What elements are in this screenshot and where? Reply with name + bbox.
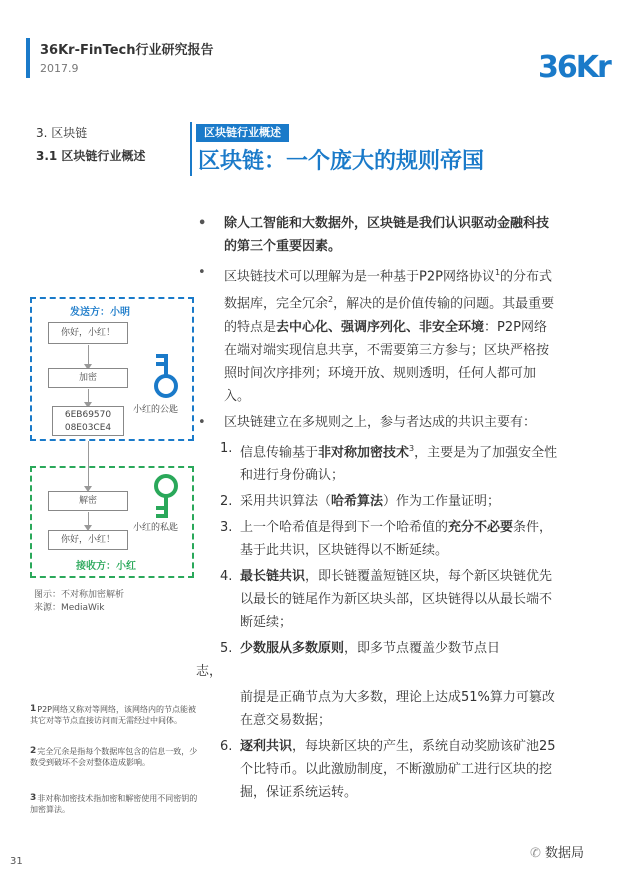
- caption-title: 图示：不对称加密解析: [34, 590, 125, 600]
- item-number: 1.: [220, 440, 233, 456]
- report-date: 2017.9: [40, 62, 79, 75]
- item-bold: 最长链共识: [240, 568, 306, 584]
- bullet-2: [198, 261, 558, 408]
- item-bold: 少数服从多数原则: [240, 640, 345, 656]
- item-bold: 哈希算法: [331, 493, 384, 509]
- encrypt-node: 加密: [48, 368, 128, 388]
- ciphertext-node: [52, 406, 124, 436]
- watermark-text: 数据局: [545, 846, 585, 861]
- main-text: [198, 212, 558, 804]
- public-key-label: 小红的公匙: [133, 405, 179, 415]
- bullet-2-text-a: 区块链技术可以理解为是一种基于P2P网络协议: [224, 269, 495, 285]
- receiver-label: 接收方：小红: [76, 561, 136, 572]
- bullet-2-text-b: 的分布式数据库，完全冗余: [224, 269, 553, 312]
- chapter-label: 3. 区块链: [36, 126, 88, 140]
- footnote-ref-1: 1: [494, 268, 501, 277]
- bullet-2-bold: 去中心化、强调序列化、非安全环境: [276, 319, 485, 335]
- page-headline: 区块链：一个庞大的规则帝国: [198, 149, 485, 174]
- item-text: ，即长链覆盖短链区块，每个新区块链优先以最长的链尾作为新区块头部，区块链得以从最长端不断延续；: [240, 568, 553, 630]
- item-number: 4.: [220, 568, 233, 584]
- footnote-ref-2: 2: [328, 295, 334, 305]
- bullet-2-text-d: ：P2P网络在端对端实现信息共享，不需要第三方参与；区块严格按照时间次序排列；环境开放、规则透明，任何人都可加入。: [224, 319, 550, 404]
- item-number: 2.: [220, 493, 233, 509]
- dangling-char: 志，: [196, 663, 223, 679]
- item-bold: 充分不必要: [448, 519, 514, 535]
- item-text: 采用共识算法（: [240, 493, 332, 509]
- item-bold: 非对称加密技术: [318, 444, 410, 460]
- arrow-down: [88, 389, 89, 403]
- item-text: 信息传输基于: [240, 444, 319, 460]
- decrypt-node: 解密: [48, 491, 128, 511]
- private-key-label: 小红的私匙: [133, 523, 179, 533]
- item-text: ，主要是为了加强安全性和进行身份确认；: [240, 444, 558, 483]
- section-divider: [190, 122, 192, 176]
- public-key-icon: [148, 350, 184, 400]
- footnote-ref-3: 3: [409, 443, 415, 453]
- footnote-3: [30, 793, 200, 815]
- footnote-1: [30, 704, 200, 726]
- report-title: 36Kr-FinTech行业研究报告: [40, 43, 214, 58]
- consensus-item-2: [198, 490, 558, 513]
- item-text: ）作为工作量证明；: [383, 493, 501, 509]
- watermark: [530, 842, 584, 861]
- item-bold: 逐利共识: [240, 738, 293, 754]
- sender-label: 发送方：小明: [70, 307, 130, 318]
- ciphertext-line-2: 08E03CE4: [64, 423, 112, 433]
- private-key-icon: [148, 472, 184, 522]
- consensus-item-3: [198, 516, 558, 562]
- brand-logo: 36Kr: [538, 50, 610, 85]
- message-decrypted-node: 你好，小红！: [48, 530, 128, 550]
- consensus-item-1: [198, 437, 558, 487]
- caption-source: 来源：MediaWik: [34, 603, 105, 613]
- item-number: 6.: [220, 738, 233, 754]
- bullet-3: • 区块链建立在多规则之上，参与者达成的共识主要有：: [198, 411, 558, 434]
- footnote-2: [30, 746, 200, 768]
- consensus-item-6: [198, 735, 558, 804]
- item-text: ，即多节点覆盖少数节点日: [344, 640, 501, 656]
- footnote-number: 1: [30, 704, 37, 714]
- consensus-item-5-cont: 前提是正确节点为大多数，理论上达成51%算力可篡改在意交易数据；: [240, 689, 555, 728]
- footnote-text: P2P网络又称对等网络，该网络内的节点能被其它对等节点直接访问而无需经过中间体。: [30, 705, 197, 725]
- header-accent-bar: [26, 38, 30, 78]
- page-number: 31: [10, 856, 23, 867]
- item-text: 上一个哈希值是得到下一个哈希值的: [240, 519, 449, 535]
- message-plain-node: 你好，小红！: [48, 322, 128, 344]
- bullet-1: • 除人工智能和大数据外，区块链是我们认识驱动金融科技的第三个重要因素。: [198, 212, 558, 258]
- footnote-number: 3: [30, 793, 37, 803]
- consensus-item-5: [198, 637, 558, 660]
- footnote-text: 非对称加密技术指加密和解密使用不同密钥的加密算法。: [30, 794, 198, 814]
- footnote-number: 2: [30, 746, 37, 756]
- item-text: ，每块新区块的产生，系统自动奖励该矿池25个比特币。以此激励制度，不断激励矿工进行区块的挖掘，保证系统运转。: [240, 738, 556, 800]
- item-number: 3.: [220, 519, 233, 535]
- section-tag: 区块链行业概述: [196, 124, 289, 142]
- arrow-down: [88, 345, 89, 365]
- subchapter-label: 3.1 区块链行业概述: [36, 149, 146, 163]
- ciphertext-line-1: 6EB69570: [64, 410, 112, 420]
- wechat-icon: ✆: [530, 846, 541, 861]
- arrow-down: [88, 512, 89, 526]
- item-number: 5.: [220, 640, 233, 656]
- bullet-2-text-c: ，解决的是价值传输的问题。其最重要的特点是: [224, 296, 555, 335]
- footnote-text: 完全冗余是指每个数据库包含的信息一致，少数受到破坏不会对整体造成影响。: [30, 747, 198, 767]
- figure-caption: [34, 589, 124, 615]
- item-text: 条件，基于此共识，区块链得以不断延续。: [240, 519, 553, 558]
- consensus-item-4: [198, 565, 558, 634]
